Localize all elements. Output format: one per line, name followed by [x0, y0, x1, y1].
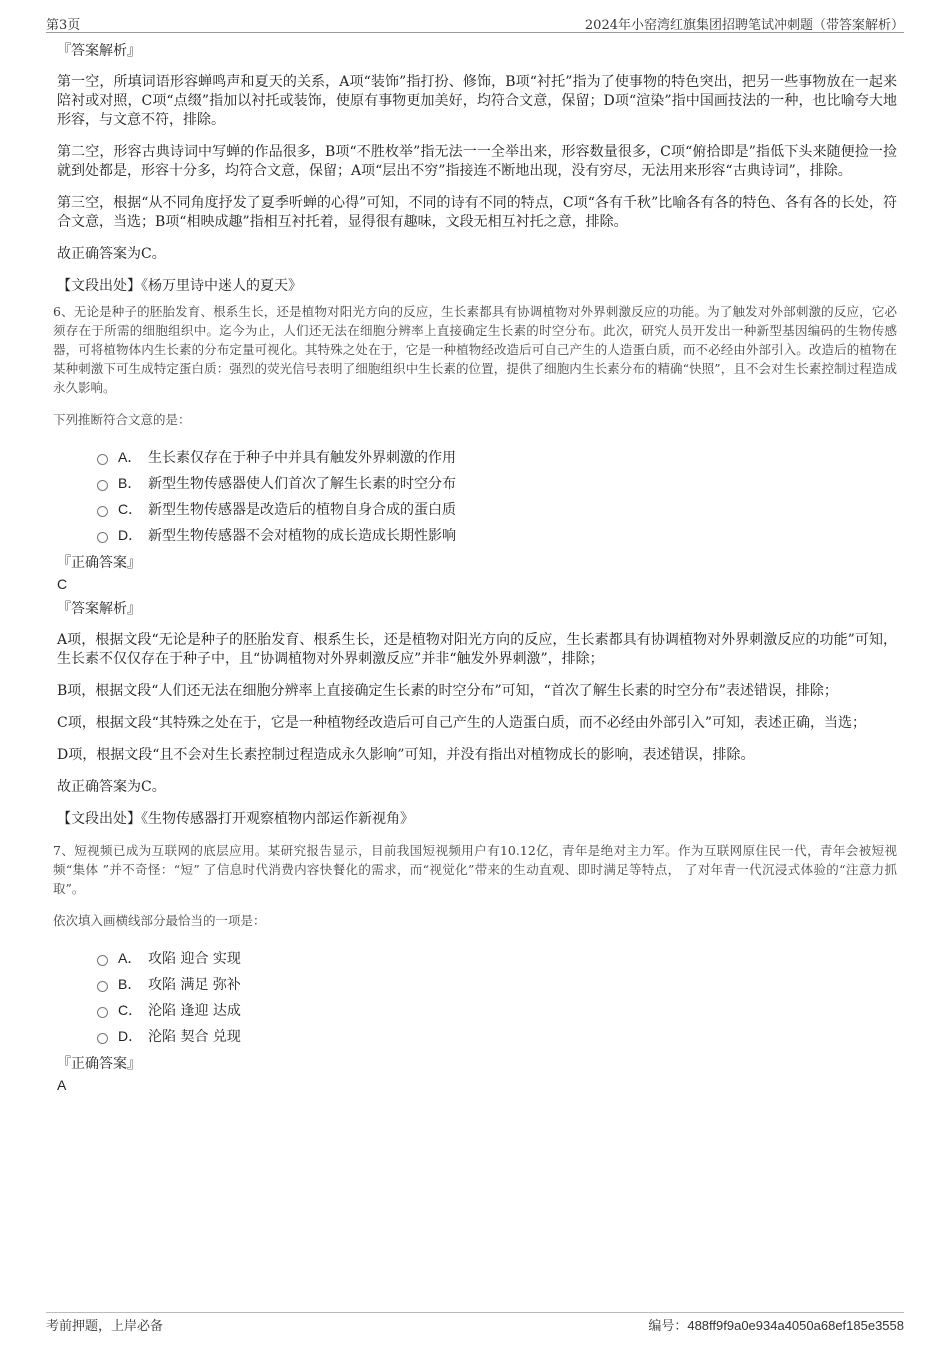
option-b[interactable]: [97, 470, 897, 496]
radio-icon[interactable]: [97, 454, 108, 465]
question-6-prompt: 下列推断符合文意的是：: [53, 412, 191, 427]
option-c[interactable]: [97, 496, 897, 522]
option-text: 新型生物传感器使人们首次了解生长素的时空分布: [148, 476, 456, 492]
option-letter: D．: [118, 1028, 143, 1044]
option-d[interactable]: [97, 522, 897, 548]
option-c[interactable]: [97, 997, 897, 1023]
option-letter: C．: [118, 501, 143, 517]
analysis-paragraph: C项，根据文段“其特殊之处在于，它是一种植物经改造后可自己产生的人造蛋白质，而不必经由外部引入”可知，表述正确，当选；: [57, 715, 867, 731]
option-text: 生长素仅存在于种子中并具有触发外界刺激的作用: [148, 450, 456, 466]
option-text: 攻陷 满足 弥补: [148, 977, 241, 993]
footer-slogan: 考前押题，上岸必备: [46, 1319, 164, 1334]
option-text: 新型生物传感器不会对植物的成长造成长期性影响: [148, 528, 456, 544]
question-7-options: [97, 945, 897, 1049]
option-letter: A．: [118, 950, 142, 966]
analysis-paragraph: 第二空，形容古典诗词中写蝉的作品很多，B项“不胜枚举”指无法一一全举出来，形容数量很多，C项“俯拾即是”指低下头来随便捡一捡就到处都是，形容十分多，均符合文意，保留；A项“层出不穷”指接连不断地出现，没有穷尽，无法用来形容“古典诗词”，排除。: [57, 144, 897, 179]
option-text: 沦陷 逢迎 达成: [148, 1003, 241, 1019]
option-letter: C．: [118, 1002, 143, 1018]
analysis-paragraph: D项，根据文段“且不会对生长素控制过程造成永久影响”可知，并没有指出对植物成长的影响，表述错误，排除。: [57, 747, 755, 763]
radio-icon[interactable]: [97, 532, 108, 543]
option-d[interactable]: [97, 1023, 897, 1049]
radio-icon[interactable]: [97, 955, 108, 966]
analysis-label: 『答案解析』: [57, 601, 141, 617]
option-letter: D．: [118, 527, 143, 543]
analysis-paragraph: B项，根据文段“人们还无法在细胞分辨率上直接确定生长素的时空分布”可知，“首次了解生长素的时空分布”表述错误，排除；: [57, 683, 838, 699]
page-footer: [46, 1312, 904, 1335]
question-7-text: 7、短视频已成为互联网的底层应用。某研究报告显示，目前我国短视频用户有10.12亿，青年是绝对主力军。作为互联网原住民一代，青年会被短视频“集体 ”并不奇怪：“短” 了信息时代消费内容快餐化的需求，而“视觉化”带来的生动直观、即时满足等特点， 了对年青一代沉浸式体验的“注意力抓取”。: [53, 843, 897, 896]
source-citation: 【文段出处】《生物传感器打开观察植物内部运作新视角》: [57, 811, 414, 827]
option-a[interactable]: [97, 945, 897, 971]
question-6-options: [97, 444, 897, 548]
analysis-label: 『答案解析』: [57, 43, 141, 59]
radio-icon[interactable]: [97, 480, 108, 491]
page-header: [46, 12, 904, 33]
analysis-paragraph: 第三空，根据“从不同角度抒发了夏季听蝉的心得”可知，不同的诗有不同的特点，C项“各有千秋”比喻各有各的特色、各有各的长处，符合文意，当选；B项“相映成趣”指相互衬托着，显得很有趣味，文段无相互衬托之意，排除。: [57, 195, 897, 230]
correct-answer: A: [57, 1077, 67, 1093]
option-a[interactable]: [97, 444, 897, 470]
correct-answer: C: [57, 576, 68, 592]
correct-answer-label: 『正确答案』: [57, 1056, 141, 1072]
analysis-paragraph: 第一空，所填词语形容蝉鸣声和夏天的关系，A项“装饰”指打扮、修饰，B项“衬托”指为了使事物的特色突出，把另一些事物放在一起来陪衬或对照，C项“点缀”指加以衬托或装饰，使原有事物更加美好，均符合文意，保留；D项“渲染”指中国画技法的一种，也比喻夸大地形容，与文意不符，排除。: [57, 74, 897, 128]
question-6-text: 6、无论是种子的胚胎发育、根系生长，还是植物对阳光方向的反应，生长素都具有协调植物对外界刺激反应的功能。为了触发对外部刺激的反应，它必须存在于所需的细胞组织中。迄今为止，人们还无法在细胞分辨率上直接确定生长素的时空分布。此次，研究人员开发出一种新型基因编码的生物传感器，可将植物体内生长素的分布定量可视化。其特殊之处在于，它是一种植物经改造后可自己产生的人造蛋白质，而不必经由外部引入。改造后的植物在某种刺激下可生成特定蛋白质：强烈的荧光信号表明了细胞组织中生长素的位置，提供了细胞内生长素分布的精确“快照”，且不会对生长素控制过程造成永久影响。: [53, 304, 897, 395]
analysis-conclusion: 故正确答案为C。: [57, 779, 166, 795]
option-letter: B．: [118, 475, 142, 491]
option-text: 攻陷 迎合 实现: [148, 951, 241, 967]
analysis-paragraph: A项，根据文段“无论是种子的胚胎发育、根系生长，还是植物对阳光方向的反应，生长素都具有协调植物对外界刺激反应的功能”可知，生长素不仅仅存在于种子中，且“协调植物对外界刺激反应”并非“触发外界刺激”，排除；: [57, 632, 897, 667]
page-content: [53, 42, 897, 1105]
option-b[interactable]: [97, 971, 897, 997]
option-text: 新型生物传感器是改造后的植物自身合成的蛋白质: [148, 502, 456, 518]
page-number: 第3页: [46, 18, 81, 33]
radio-icon[interactable]: [97, 1007, 108, 1018]
option-letter: B．: [118, 976, 142, 992]
radio-icon[interactable]: [97, 506, 108, 517]
radio-icon[interactable]: [97, 981, 108, 992]
document-id: 编号：488ff9f9a0e934a4050a68ef185e3558: [648, 1318, 904, 1333]
question-7-prompt: 依次填入画横线部分最恰当的一项是：: [53, 913, 266, 928]
option-text: 沦陷 契合 兑现: [148, 1029, 241, 1045]
radio-icon[interactable]: [97, 1033, 108, 1044]
analysis-conclusion: 故正确答案为C。: [57, 246, 166, 262]
correct-answer-label: 『正确答案』: [57, 555, 141, 571]
option-letter: A．: [118, 449, 142, 465]
source-citation: 【文段出处】《杨万里诗中迷人的夏天》: [57, 278, 302, 294]
document-title: 2024年小窑湾红旗集团招聘笔试冲刺题（带答案解析）: [584, 18, 904, 33]
